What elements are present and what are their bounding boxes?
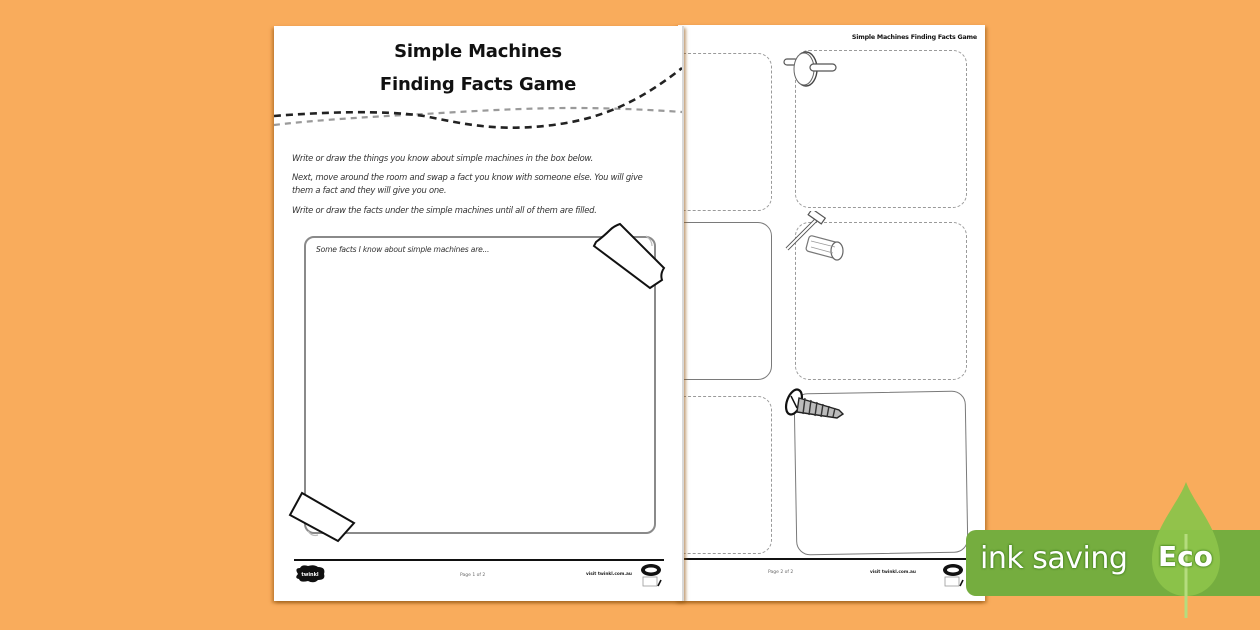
facts-box-prompt: Some facts I know about simple machines are... <box>316 245 490 254</box>
tape-top-right-icon <box>590 222 670 290</box>
twinkl-logo-icon <box>640 562 662 588</box>
page-1-site-url: visit twinkl.com.au <box>586 572 632 577</box>
wheel-and-axle-icon <box>782 45 840 93</box>
twinkl-logo-icon <box>942 562 964 588</box>
page-1-footer-rule <box>294 559 664 561</box>
ink-saving-label: ink saving <box>980 541 1128 576</box>
worksheet-title-line-1: Simple Machines <box>394 41 562 62</box>
page-2-site-url: visit twinkl.com.au <box>870 570 916 575</box>
svg-text:twinkl: twinkl <box>301 572 319 578</box>
instruction-2: Next, move around the room and swap a fact you know with someone else. You will give them a fact and they will give you one. <box>292 172 643 195</box>
twinkl-logo-icon <box>294 564 326 584</box>
page-2-header-title: Simple Machines Finding Facts Game <box>851 34 977 41</box>
page-2-page-number: Page 2 of 2 <box>768 570 794 575</box>
eco-text: Eco <box>1158 540 1213 573</box>
worksheet-title-line-2: Finding Facts Game <box>379 74 577 95</box>
tape-bottom-left-icon <box>288 491 358 543</box>
worksheet-page-1 <box>274 26 684 601</box>
lever-hammer-icon <box>781 211 847 267</box>
instruction-1: Write or draw the things you know about simple machines in the box below. <box>292 153 594 163</box>
page-2-footer-rule <box>678 558 971 560</box>
page-1-page-number: Page 1 of 2 <box>460 573 486 578</box>
instruction-3: Write or draw the facts under the simple machines until all of them are filled. <box>292 205 597 215</box>
dashed-wave-decoration <box>274 56 682 146</box>
worksheet-page-2 <box>678 25 985 601</box>
screw-icon <box>783 386 849 426</box>
